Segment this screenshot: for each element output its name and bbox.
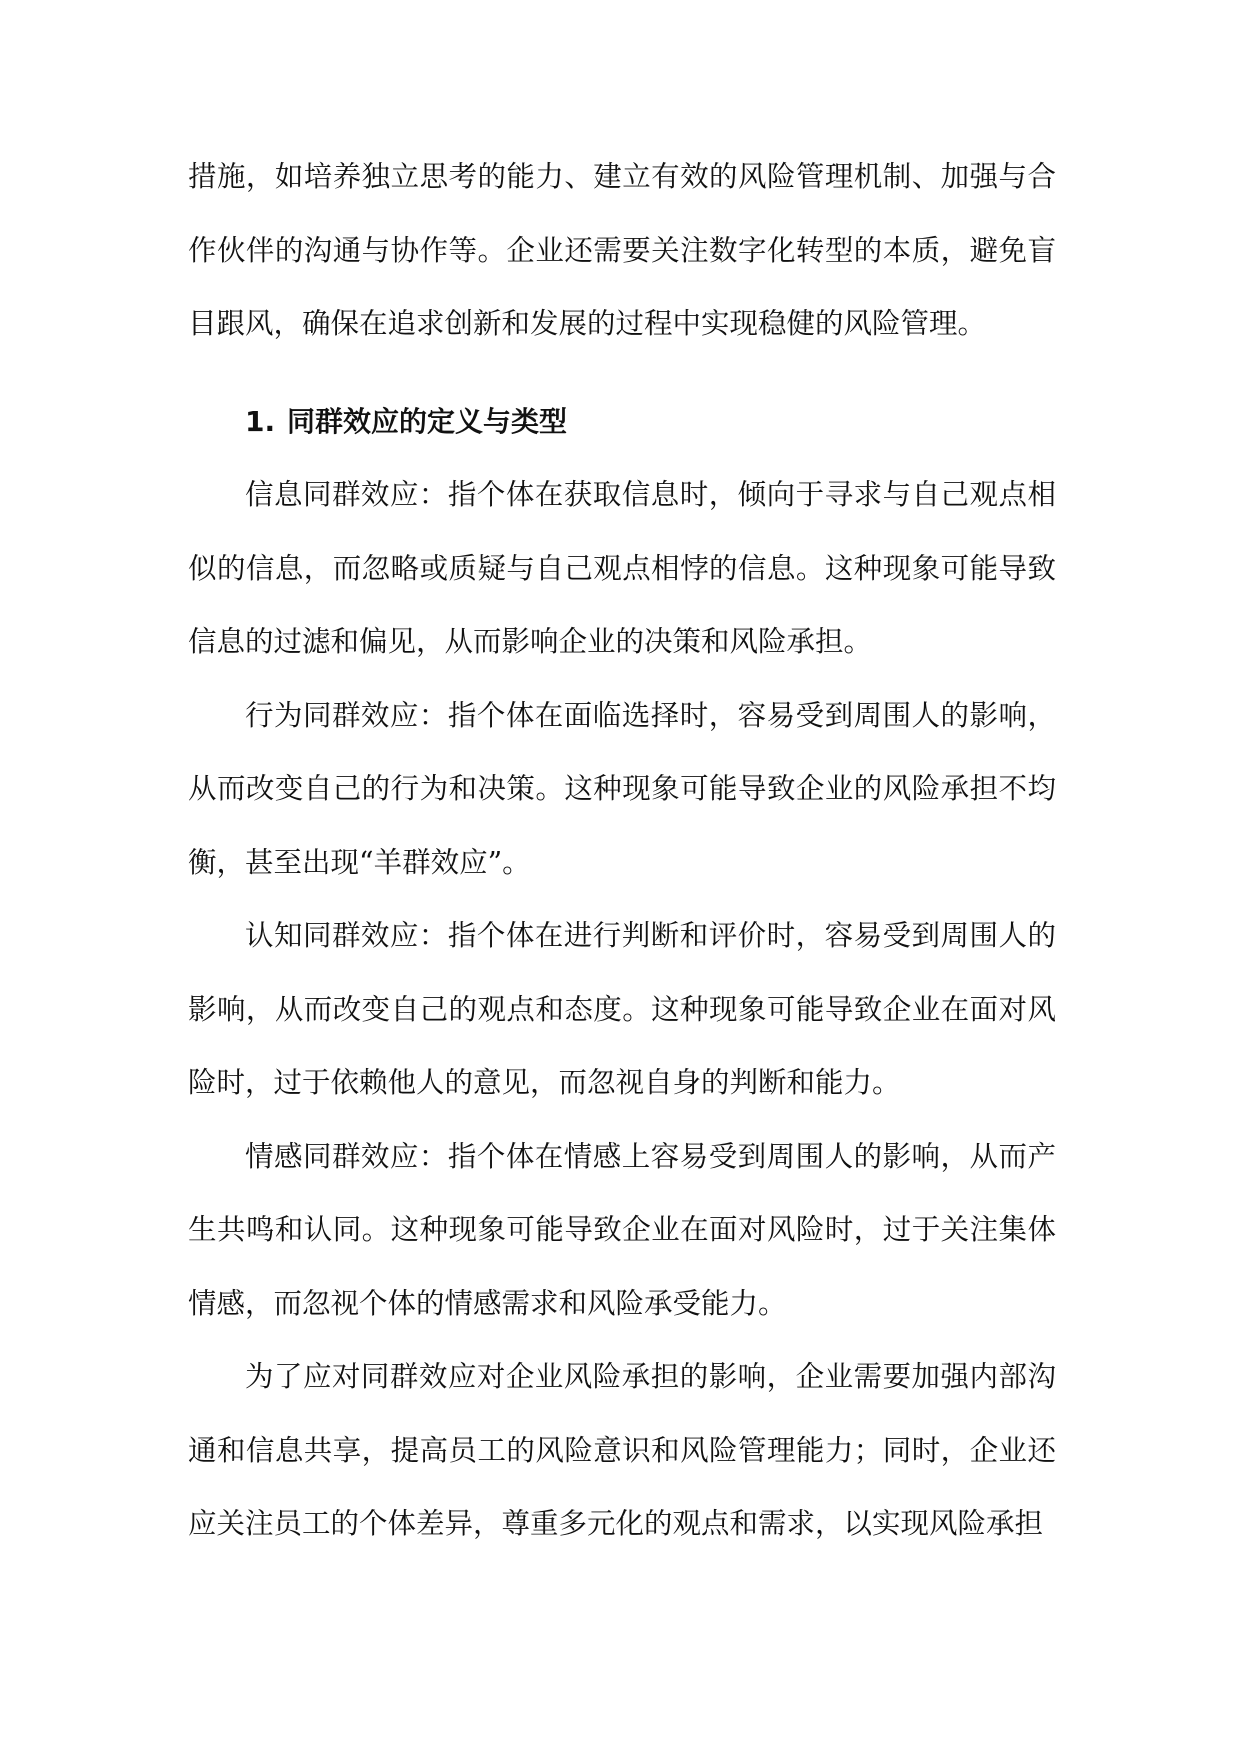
paragraph-information-peer-effect: 信息同群效应：指个体在获取信息时，倾向于寻求与自己观点相似的信息，而忽略或质疑与自己观点相悖的信息。这种现象可能导致信息的过滤和偏见，从而影响企业的决策和风险承担。 [188,478,1056,658]
section-heading [188,385,1056,459]
section-title: 同群效应的定义与类型 [287,404,568,438]
paragraph-response-measures: 为了应对同群效应对企业风险承担的影响，企业需要加强内部沟通和信息共享，提高员工的风险意识和风险管理能力；同时，企业还应关注员工的个体差异，尊重多元化的观点和需求，以实现风险承担 [188,1360,1056,1540]
paragraph-behavior-peer-effect: 行为同群效应：指个体在面临选择时，容易受到周围人的影响，从而改变自己的行为和决策。这种现象可能导致企业的风险承担不均衡，甚至出现“羊群效应”。 [188,698,1056,879]
document-body [188,140,1056,1561]
section-number: 1. [245,404,276,438]
paragraph-cognitive-peer-effect: 认知同群效应：指个体在进行判断和评价时，容易受到周围人的影响，从而改变自己的观点和态度。这种现象可能导致企业在面对风险时，过于依赖他人的意见，而忽视自身的判断和能力。 [188,919,1056,1099]
paragraph-emotional-peer-effect: 情感同群效应：指个体在情感上容易受到周围人的影响，从而产生共鸣和认同。这种现象可能导致企业在面对风险时，过于关注集体情感，而忽视个体的情感需求和风险承受能力。 [188,1139,1056,1320]
continuation-paragraph: 措施，如培养独立思考的能力、建立有效的风险管理机制、加强与合作伙伴的沟通与协作等。企业还需要关注数字化转型的本质，避免盲目跟风，确保在追求创新和发展的过程中实现稳健的风险管理。 [188,160,1056,340]
